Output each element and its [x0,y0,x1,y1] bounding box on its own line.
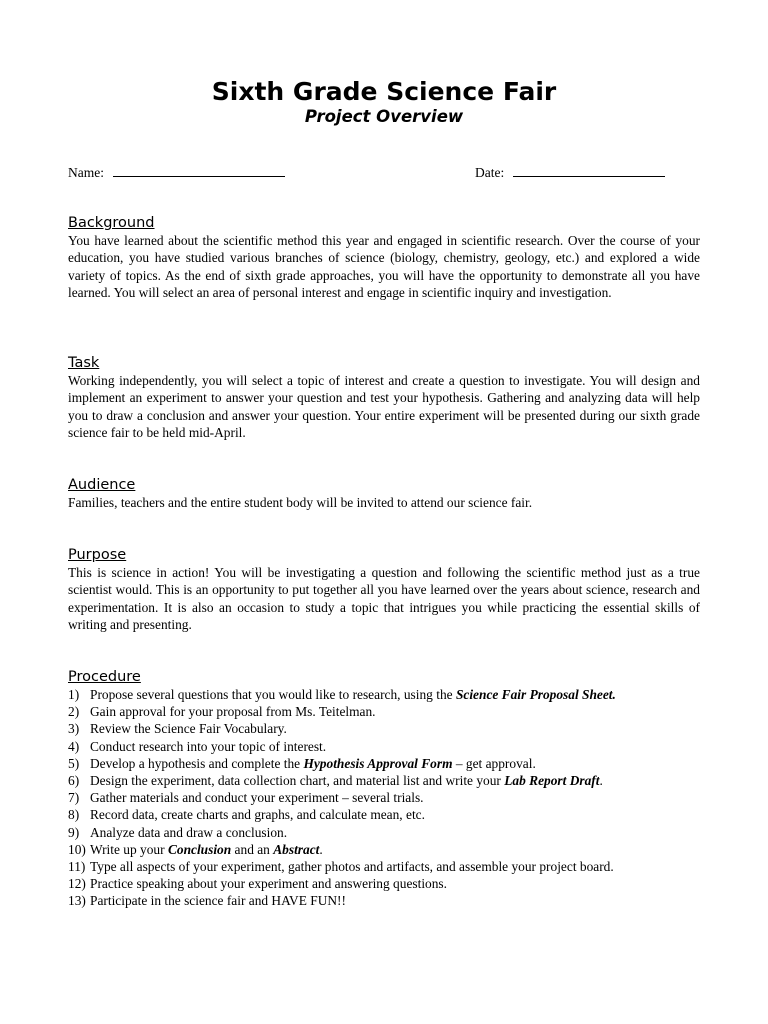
procedure-section [68,668,700,910]
procedure-step [68,858,700,875]
procedure-step [68,686,700,703]
background-text: You have learned about the scientific method this year and engaged in scientific research. Over the course of your education, you have studied various branches of science (biology, chemistry, geology, etc.) and explored a wide variety of topics. As the end of sixth grade approaches, you will have the opportunity to demonstrate all you have learned. You will select an area of personal interest and engage in scientific inquiry and investigation. [68,233,700,301]
page-subtitle: Project Overview [304,107,464,126]
date-blank-line [513,162,665,177]
background-section [68,214,700,302]
procedure-step [68,703,700,720]
purpose-text: This is science in action! You will be investigating a question and following the scientific method just as a true scientist would. This is an opportunity to put together all you have learned over the years about science, research and experimentation. It is also an occasion to study a topic that intrigues you while practicing the essential skills of writing and presenting. [68,565,700,633]
audience-section [68,476,700,511]
procedure-step [68,755,700,772]
procedure-step-number: 13) [68,893,86,909]
procedure-step-text: . [599,773,603,789]
procedure-step [68,806,700,823]
procedure-step-text: Participate in the science fair and HAVE FUN!! [90,893,346,909]
date-label: Date: [475,165,505,180]
procedure-step [68,841,700,858]
procedure-step-text: Design the experiment, data collection chart, and material list and write your [90,773,505,789]
procedure-step-number: 7) [68,790,80,806]
procedure-step [68,824,700,841]
procedure-step [68,892,700,909]
procedure-step-number: 10) [68,841,86,857]
procedure-step-text: Gain approval for your proposal from Ms. Teitelman. [90,704,376,720]
task-text: Working independently, you will select a topic of interest and create a question to investigate. You will design and implement an experiment to answer your question and test your hypothesis. Gathering and analyzing data will help you to draw a conclusion and answer your question. Your entire experiment will be presented during our sixth grade science fair to be held mid-April. [68,373,700,441]
procedure-step-number: 2) [68,704,80,720]
procedure-step-emphasis: Conclusion [167,841,232,857]
procedure-list [68,686,700,910]
procedure-step-number: 3) [68,721,80,737]
procedure-step-text: Record data, create charts and graphs, and calculate mean, etc. [90,807,425,823]
audience-heading: Audience [68,477,136,493]
procedure-step-text: – get approval. [452,755,536,771]
purpose-section [68,546,700,634]
task-heading: Task [68,355,100,371]
procedure-step [68,720,700,737]
task-section [68,354,700,442]
procedure-step-text: Type all aspects of your experiment, gather photos and artifacts, and assemble your project board. [90,859,614,875]
procedure-step-number: 1) [68,687,80,702]
name-label: Name: [68,165,104,180]
procedure-step-number: 9) [68,824,80,840]
procedure-step-emphasis: Lab Report Draft [504,773,600,789]
page-title: Sixth Grade Science Fair [211,77,557,106]
procedure-step-text: Develop a hypothesis and complete the [90,755,304,771]
name-field [68,162,285,182]
procedure-step-text: Practice speaking about your experiment and answering questions. [90,876,447,892]
purpose-heading: Purpose [68,547,127,563]
procedure-step-text: Gather materials and conduct your experiment – several trials. [90,790,424,806]
procedure-step-emphasis: Hypothesis Approval Form [303,755,453,771]
procedure-step [68,772,700,789]
procedure-step [68,738,700,755]
procedure-step-text: Analyze data and draw a conclusion. [90,824,288,840]
procedure-step-number: 12) [68,876,86,892]
name-blank-line [113,162,285,177]
date-field [475,162,665,182]
procedure-step-text: Write up your [90,841,168,857]
procedure-step [68,789,700,806]
procedure-heading: Procedure [68,669,141,685]
procedure-step-text: Conduct research into your topic of interest. [90,738,327,754]
procedure-step-text: and an [231,841,274,857]
audience-text: Families, teachers and the entire student body will be invited to attend our science fair. [68,495,533,510]
procedure-step-number: 8) [68,807,80,823]
procedure-step-text: Review the Science Fair Vocabulary. [90,721,287,737]
procedure-step-number: 4) [68,738,80,754]
procedure-step-number: 11) [68,859,86,875]
procedure-step-number: 5) [68,755,80,771]
procedure-step-emphasis: Abstract [273,841,320,857]
procedure-step-number: 6) [68,773,80,789]
procedure-step-text: Propose several questions that you would like to research, using the [90,687,456,702]
background-heading: Background [68,215,155,231]
procedure-step [68,875,700,892]
procedure-step-emphasis: Science Fair Proposal Sheet. [455,687,616,702]
procedure-step-text: . [319,841,323,857]
